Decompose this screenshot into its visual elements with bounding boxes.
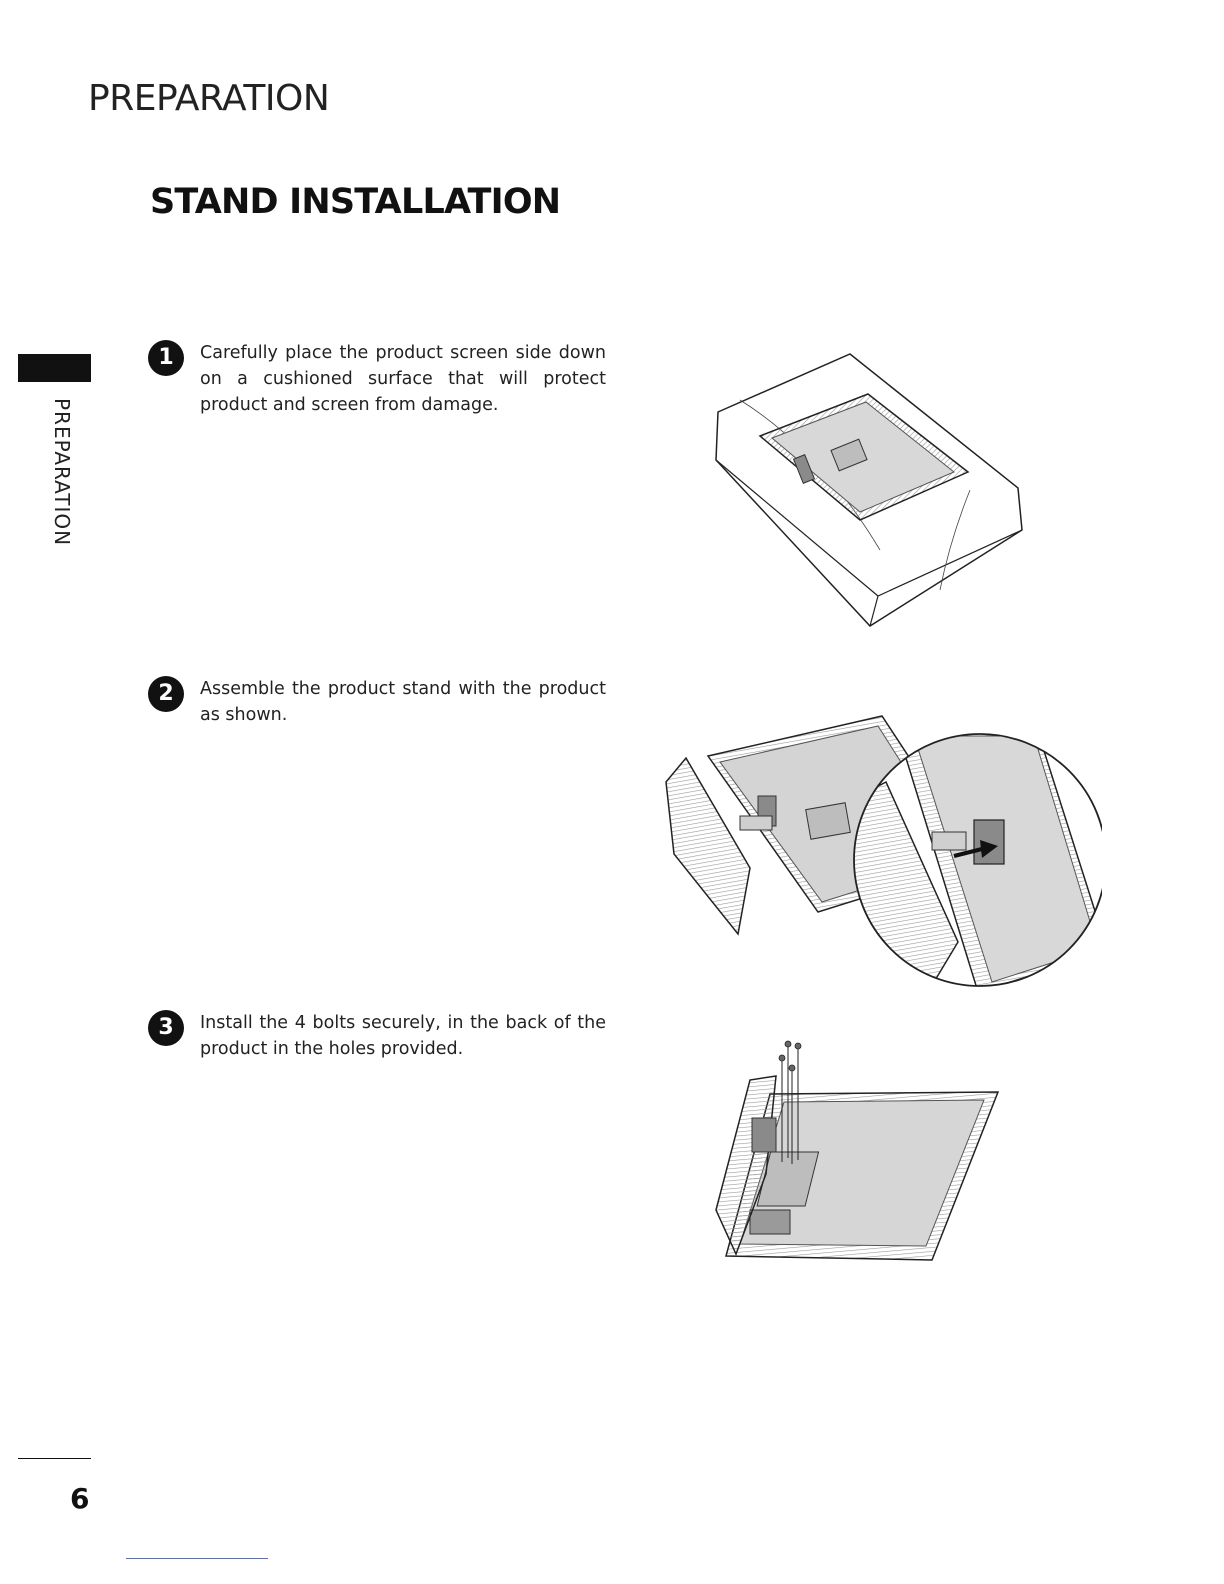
side-tab-marker	[18, 354, 91, 382]
stand-assembly-illustration	[658, 712, 1102, 990]
bolt-installation-illustration	[706, 1034, 1006, 1270]
page-heading: STAND INSTALLATION	[150, 182, 561, 222]
bottom-link-underline	[126, 1558, 268, 1559]
step-text-3: Install the 4 bolts securely, in the back of the product in the holes provided.	[200, 1013, 606, 1059]
step-number-3: 3	[148, 1010, 184, 1046]
tv-on-cushion-illustration	[700, 340, 1040, 640]
page-number: 6	[70, 1482, 90, 1515]
step-number-1: 1	[148, 340, 184, 376]
step-text-2: Assemble the product stand with the product as shown.	[200, 679, 606, 725]
side-tab-label: PREPARATION	[50, 398, 74, 547]
section-title: PREPARATION	[88, 78, 330, 119]
footer-rule	[18, 1458, 91, 1459]
step-number-2: 2	[148, 676, 184, 712]
step-text-1: Carefully place the product screen side down on a cushioned surface that will protect product and screen from damage.	[200, 343, 606, 415]
